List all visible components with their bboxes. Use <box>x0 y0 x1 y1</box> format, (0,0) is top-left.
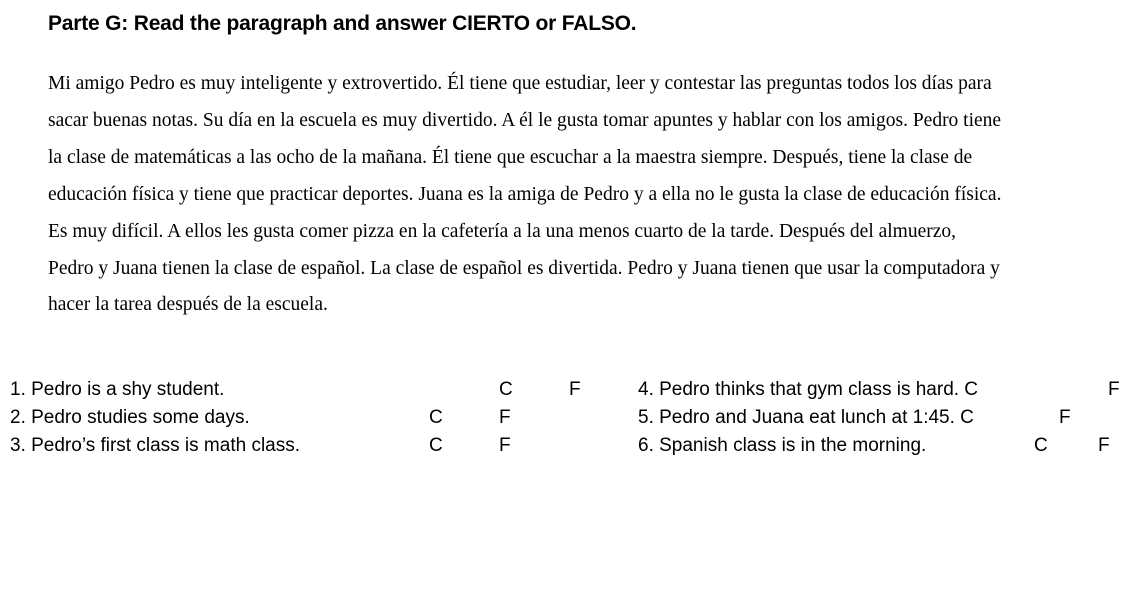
question-6-text: 6. Spanish class is in the morning. <box>638 435 927 456</box>
question-4-text: 4. Pedro thinks that gym class is hard. C <box>638 379 979 400</box>
question-4-falso-option[interactable]: F <box>1108 379 1120 400</box>
paragraph-line: Es muy difícil. A ellos les gusta comer pizza en la cafetería a la una menos cuarto de la tarde. Después del almuerzo, <box>48 220 957 242</box>
paragraph-line: educación física y tiene que practicar deportes. Juana es la amiga de Pedro y a ella no le gusta la clase de educación física. <box>48 183 1002 205</box>
question-2-text: 2. Pedro studies some days. <box>10 407 250 428</box>
paragraph-line: hacer la tarea después de la escuela. <box>48 294 328 316</box>
paragraph-line: la clase de matemáticas a las ocho de la mañana. Él tiene que escuchar a la maestra siempre. Después, tiene la clase de <box>48 146 973 168</box>
question-1-cierto-option[interactable]: C <box>499 379 513 400</box>
paragraph-line: Mi amigo Pedro es muy inteligente y extrovertido. Él tiene que estudiar, leer y contestar las preguntas todos los días para <box>48 73 992 94</box>
paragraph-line: sacar buenas notas. Su día en la escuela es muy divertido. A él le gusta tomar apuntes y hablar con los amigos. Pedro tiene <box>48 109 1002 131</box>
question-3-cierto-option[interactable]: C <box>429 435 443 456</box>
paragraph-line: Pedro y Juana tienen la clase de español. La clase de español es divertida. Pedro y Juana tienen que usar la computadora y <box>48 257 1000 279</box>
reading-paragraph <box>48 66 1108 324</box>
question-1-text: 1. Pedro is a shy student. <box>10 379 225 400</box>
question-2-falso-option[interactable]: F <box>499 407 511 428</box>
question-3-falso-option[interactable]: F <box>499 435 511 456</box>
question-1-falso-option[interactable]: F <box>569 379 581 400</box>
question-6-falso-option[interactable]: F <box>1098 435 1110 456</box>
question-2-cierto-option[interactable]: C <box>429 407 443 428</box>
question-5-falso-option[interactable]: F <box>1059 407 1071 428</box>
question-3-text: 3. Pedro’s first class is math class. <box>10 435 301 456</box>
question-6-cierto-option[interactable]: C <box>1034 435 1048 456</box>
question-5-text: 5. Pedro and Juana eat lunch at 1:45. C <box>638 407 974 428</box>
worksheet-heading: Parte G: Read the paragraph and answer CIERTO or FALSO. <box>48 12 637 35</box>
